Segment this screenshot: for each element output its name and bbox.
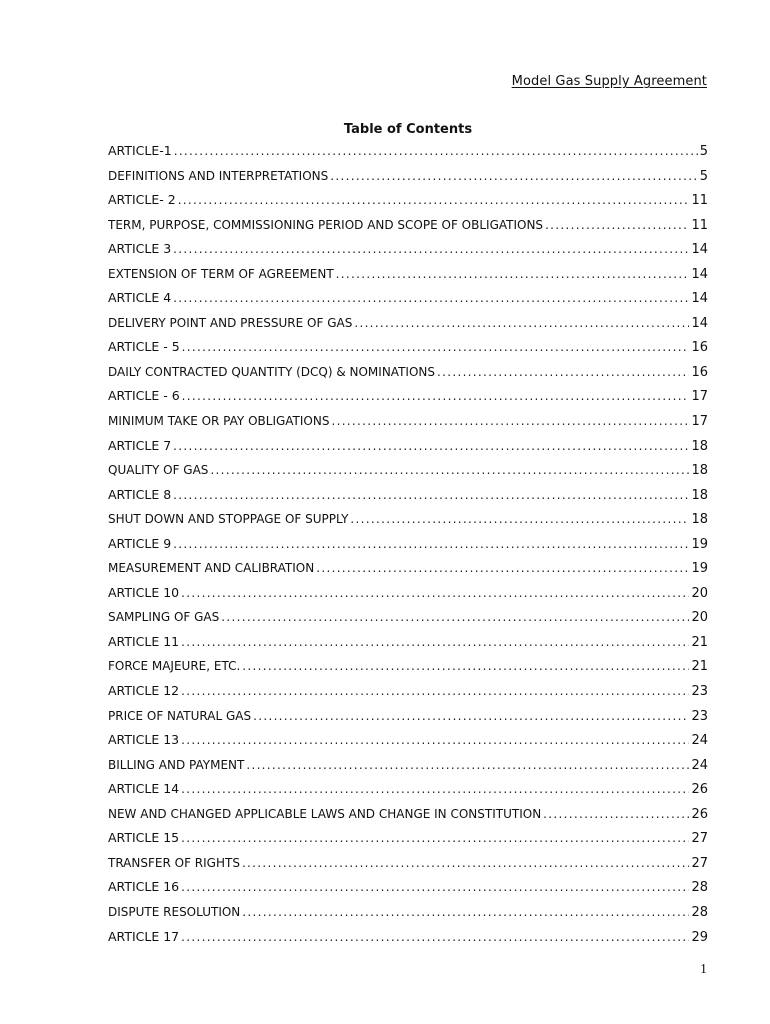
toc-entry-text: TRANSFER OF RIGHTS (108, 855, 240, 870)
toc-entry-page: 18 (691, 438, 708, 454)
toc-entry-text: ARTICLE- 2 (108, 192, 176, 208)
toc-entry[interactable] (108, 411, 708, 436)
dot-leader (173, 288, 689, 308)
toc-entry-page: 19 (691, 561, 708, 577)
toc-entry-page: 28 (691, 904, 708, 920)
toc-entry[interactable] (108, 583, 708, 608)
dot-leader (543, 804, 689, 824)
toc-entry-page: 28 (691, 880, 708, 896)
toc-entry-text: ARTICLE 16 (108, 879, 180, 895)
toc-entry-page: 16 (691, 340, 708, 356)
toc-entry-page: 26 (691, 806, 708, 822)
toc-entry-page: 18 (691, 463, 708, 479)
toc-entry-page: 24 (691, 733, 708, 749)
toc-entry-text: ARTICLE 15 (108, 830, 180, 846)
toc-entry-text: ARTICLE 10 (108, 584, 180, 600)
dot-leader (181, 681, 689, 701)
toc-entry-page: 26 (691, 782, 708, 798)
toc-entry-page: 23 (691, 684, 708, 700)
toc-entry[interactable] (108, 656, 708, 681)
toc-entry[interactable] (108, 215, 708, 240)
table-of-contents (108, 141, 708, 951)
toc-entry-text: ARTICLE 12 (108, 683, 180, 699)
dot-leader (545, 215, 689, 235)
toc-entry[interactable] (108, 877, 708, 902)
toc-entry[interactable] (108, 264, 708, 289)
toc-entry[interactable] (108, 239, 708, 264)
toc-entry[interactable] (108, 337, 708, 362)
toc-entry-text: EXTENSION OF TERM OF AGREEMENT (108, 266, 334, 281)
toc-entry[interactable] (108, 313, 708, 338)
toc-entry-text: ARTICLE 4 (108, 290, 172, 306)
dot-leader (350, 509, 689, 529)
dot-leader (336, 264, 690, 284)
toc-entry-page: 14 (691, 242, 708, 258)
toc-entry-text: ARTICLE 3 (108, 241, 172, 257)
dot-leader (316, 558, 689, 578)
dot-leader (246, 755, 689, 775)
dot-leader (181, 877, 689, 897)
toc-entry-text: DELIVERY POINT AND PRESSURE OF GAS (108, 315, 353, 330)
toc-entry-page: 17 (691, 389, 708, 405)
toc-entry[interactable] (108, 902, 708, 927)
toc-entry-page: 27 (691, 831, 708, 847)
toc-entry-text: ARTICLE 13 (108, 732, 180, 748)
dot-leader (178, 190, 690, 210)
toc-entry[interactable] (108, 485, 708, 510)
toc-entry[interactable] (108, 509, 708, 534)
toc-entry-page: 11 (691, 193, 708, 209)
dot-leader (354, 313, 689, 333)
toc-entry[interactable] (108, 460, 708, 485)
toc-entry[interactable] (108, 141, 708, 166)
toc-entry-text: ARTICLE 9 (108, 535, 172, 551)
toc-entry-page: 5 (699, 168, 708, 184)
toc-entry[interactable] (108, 190, 708, 215)
toc-entry[interactable] (108, 362, 708, 387)
dot-leader (181, 927, 689, 947)
toc-entry[interactable] (108, 288, 708, 313)
dot-leader (242, 902, 689, 922)
toc-entry-page: 27 (691, 855, 708, 871)
toc-entry-text: ARTICLE 7 (108, 437, 172, 453)
toc-entry[interactable] (108, 607, 708, 632)
dot-leader (173, 239, 689, 259)
dot-leader (181, 583, 689, 603)
toc-entry-page: 29 (691, 929, 708, 945)
dot-leader (181, 779, 689, 799)
toc-entry-text: QUALITY OF GAS (108, 463, 209, 478)
toc-entry-page: 14 (691, 266, 708, 282)
toc-entry-page: 23 (691, 708, 708, 724)
toc-entry-text: SAMPLING OF GAS (108, 610, 220, 625)
dot-leader (221, 607, 689, 627)
toc-entry-page: 21 (691, 659, 708, 675)
dot-leader (173, 534, 689, 554)
toc-entry-text: SHUT DOWN AND STOPPAGE OF SUPPLY (108, 512, 349, 527)
toc-entry-text: DISPUTE RESOLUTION (108, 904, 241, 919)
toc-entry-page: 14 (691, 315, 708, 331)
toc-entry-text: MEASUREMENT AND CALIBRATION (108, 561, 315, 576)
toc-entry-text: ARTICLE-1 (108, 143, 172, 158)
toc-entry[interactable] (108, 755, 708, 780)
toc-entry[interactable] (108, 853, 708, 878)
toc-entry-text: ARTICLE 17 (108, 928, 180, 944)
toc-entry[interactable] (108, 558, 708, 583)
running-header: Model Gas Supply Agreement (511, 74, 707, 89)
toc-entry[interactable] (108, 632, 708, 657)
toc-entry[interactable] (108, 706, 708, 731)
toc-entry[interactable] (108, 681, 708, 706)
toc-entry-text: DEFINITIONS AND INTERPRETATIONS (108, 168, 329, 183)
toc-title: Table of Contents (343, 122, 473, 137)
toc-entry[interactable] (108, 166, 708, 191)
dot-leader (181, 730, 689, 750)
dot-leader (181, 632, 689, 652)
dot-leader (437, 362, 689, 382)
toc-entry-text: ARTICLE 8 (108, 486, 172, 502)
toc-entry-page: 17 (691, 414, 708, 430)
toc-entry[interactable] (108, 386, 708, 411)
toc-entry-text: ARTICLE 14 (108, 781, 180, 797)
toc-entry-text: ARTICLE - 5 (108, 339, 180, 355)
toc-entry-text: TERM, PURPOSE, COMMISSIONING PERIOD AND SCOPE OF OBLIGATIONS (108, 217, 544, 232)
toc-entry-page: 14 (691, 291, 708, 307)
toc-entry-page: 20 (691, 610, 708, 626)
dot-leader (181, 828, 689, 848)
toc-entry[interactable] (108, 804, 708, 829)
toc-entry[interactable] (108, 779, 708, 804)
toc-entry-page: 24 (691, 757, 708, 773)
dot-leader (174, 141, 698, 161)
toc-entry[interactable] (108, 828, 708, 853)
toc-entry-text: DAILY CONTRACTED QUANTITY (DCQ) & NOMINATIONS (108, 364, 435, 379)
toc-entry[interactable] (108, 730, 708, 755)
dot-leader (182, 337, 690, 357)
toc-entry-page: 21 (691, 634, 708, 650)
toc-entry-page: 16 (691, 364, 708, 380)
toc-entry-page: 19 (691, 536, 708, 552)
toc-entry-page: 5 (699, 144, 708, 159)
toc-entry-page: 18 (691, 487, 708, 503)
toc-entry-text: ARTICLE 11 (108, 633, 180, 649)
dot-leader (173, 436, 689, 456)
toc-entry-text: PRICE OF NATURAL GAS (108, 708, 252, 723)
toc-entry-text: MINIMUM TAKE OR PAY OBLIGATIONS (108, 414, 330, 429)
dot-leader (242, 853, 690, 873)
toc-entry-text: BILLING AND PAYMENT (108, 757, 245, 772)
page-number: 1 (700, 962, 707, 977)
toc-entry[interactable] (108, 534, 708, 559)
dot-leader (253, 706, 689, 726)
toc-entry[interactable] (108, 927, 708, 952)
dot-leader (242, 656, 689, 676)
dot-leader (331, 411, 689, 431)
dot-leader (182, 386, 690, 406)
toc-entry[interactable] (108, 436, 708, 461)
toc-entry-page: 20 (691, 585, 708, 601)
toc-entry-text: ARTICLE - 6 (108, 388, 180, 404)
dot-leader (330, 166, 697, 186)
toc-entry-text: NEW AND CHANGED APPLICABLE LAWS AND CHANGE IN CONSTITUTION (108, 806, 542, 821)
toc-entry-page: 11 (691, 217, 708, 233)
dot-leader (210, 460, 689, 480)
toc-entry-text: FORCE MAJEURE, ETC. (108, 659, 241, 674)
toc-entry-page: 18 (691, 512, 708, 528)
dot-leader (173, 485, 689, 505)
